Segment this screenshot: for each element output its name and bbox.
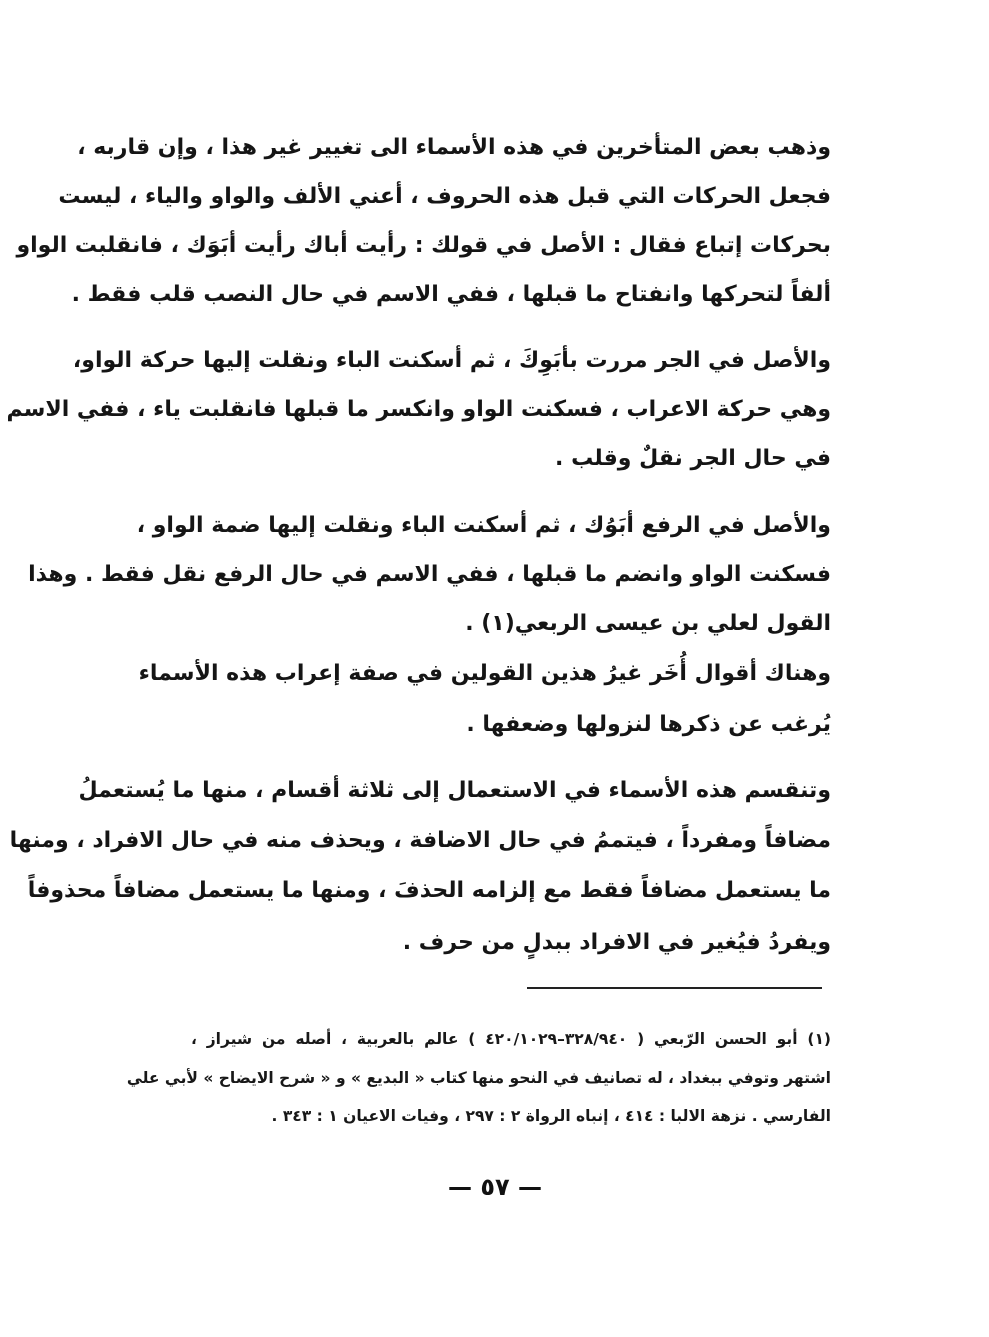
paragraph-2-line-3: في حال الجر نقلٌ وقلب . [555, 446, 831, 471]
footnote-line-1: (١) أبو الحسن الرّبعي ( ٣٢٨/٩٤٠–٤٢٠/١٠٢٩ ) عالم بالعربية ، أصله من شيراز ، [191, 1030, 831, 1048]
paragraph-4-line-2: يُرغب عن ذكرها لنزولها وضعفها . [466, 712, 831, 737]
paragraph-5-line-1: وتنقسم هذه الأسماء في الاستعمال إلى ثلاثة أقسام ، منها ما يُستعملُ [78, 778, 831, 803]
paragraph-5-line-2: مضافاً ومفرداً ، فيتممُ في حال الاضافة ، ويحذف منه في حال الافراد ، ومنها [9, 828, 831, 853]
paragraph-3-line-1: والأصل في الرفع أبَوُك ، ثم أسكنت الباء ونقلت إليها ضمة الواو ، [136, 513, 831, 538]
paragraph-3-line-3: القول لعلي بن عيسى الربعي(١) . [465, 611, 831, 636]
paragraph-4-line-1: وهناك أقوال أُخَر غيرُ هذين القولين في صفة إعراب هذه الأسماء [138, 661, 831, 686]
paragraph-5-line-4: ويفردُ فيُغير في الافراد ببدلٍ من حرف . [402, 930, 831, 955]
footnote-line-2: اشتهر وتوفي ببغداد ، له تصانيف في النحو منها كتاب « البديع » و « شرح الايضاح » لأبي علي [126, 1069, 831, 1087]
paragraph-1-line-2: فجعل الحركات التي قبل هذه الحروف ، أعني الألف والواو والياء ، ليست [58, 184, 831, 209]
paragraph-5-line-3: ما يستعمل مضافاً فقط مع إلزامه الحذفَ ، ومنها ما يستعمل مضافاً محذوفاً [27, 878, 831, 903]
paragraph-3-line-2: فسكنت الواو وانضم ما قبلها ، ففي الاسم في حال الرفع نقل فقط . وهذا [28, 562, 831, 587]
paragraph-1-line-3: بحركات إتباع فقال : الأصل في قولك : رأيت أباك رأيت أبَوَك ، فانقلبت الواو [16, 233, 831, 258]
paragraph-2-line-2: وهي حركة الاعراب ، فسكنت الواو وانكسر ما قبلها فانقلبت ياء ، ففي الاسم [6, 397, 831, 422]
paragraph-1-line-4: ألفاً لتحركها وانفتاح ما قبلها ، ففي الاسم في حال النصب قلب فقط . [71, 282, 831, 307]
page-number: — ٥٧ — [447, 1173, 542, 1201]
footnote-separator [527, 987, 822, 989]
footnote-line-3: الفارسي . نزهة الالبا : ٤١٤ ، إنباه الرواة ٢ : ٢٩٧ ، وفيات الاعيان ١ : ٣٤٣ . [271, 1107, 831, 1125]
paragraph-2-line-1: والأصل في الجر مررت بأبَوِكَ ، ثم أسكنت الباء ونقلت إليها حركة الواو، [72, 348, 831, 373]
paragraph-1-line-1: وذهب بعض المتأخرين في هذه الأسماء الى تغيير غير هذا ، وإن قاربه ، [77, 135, 831, 160]
